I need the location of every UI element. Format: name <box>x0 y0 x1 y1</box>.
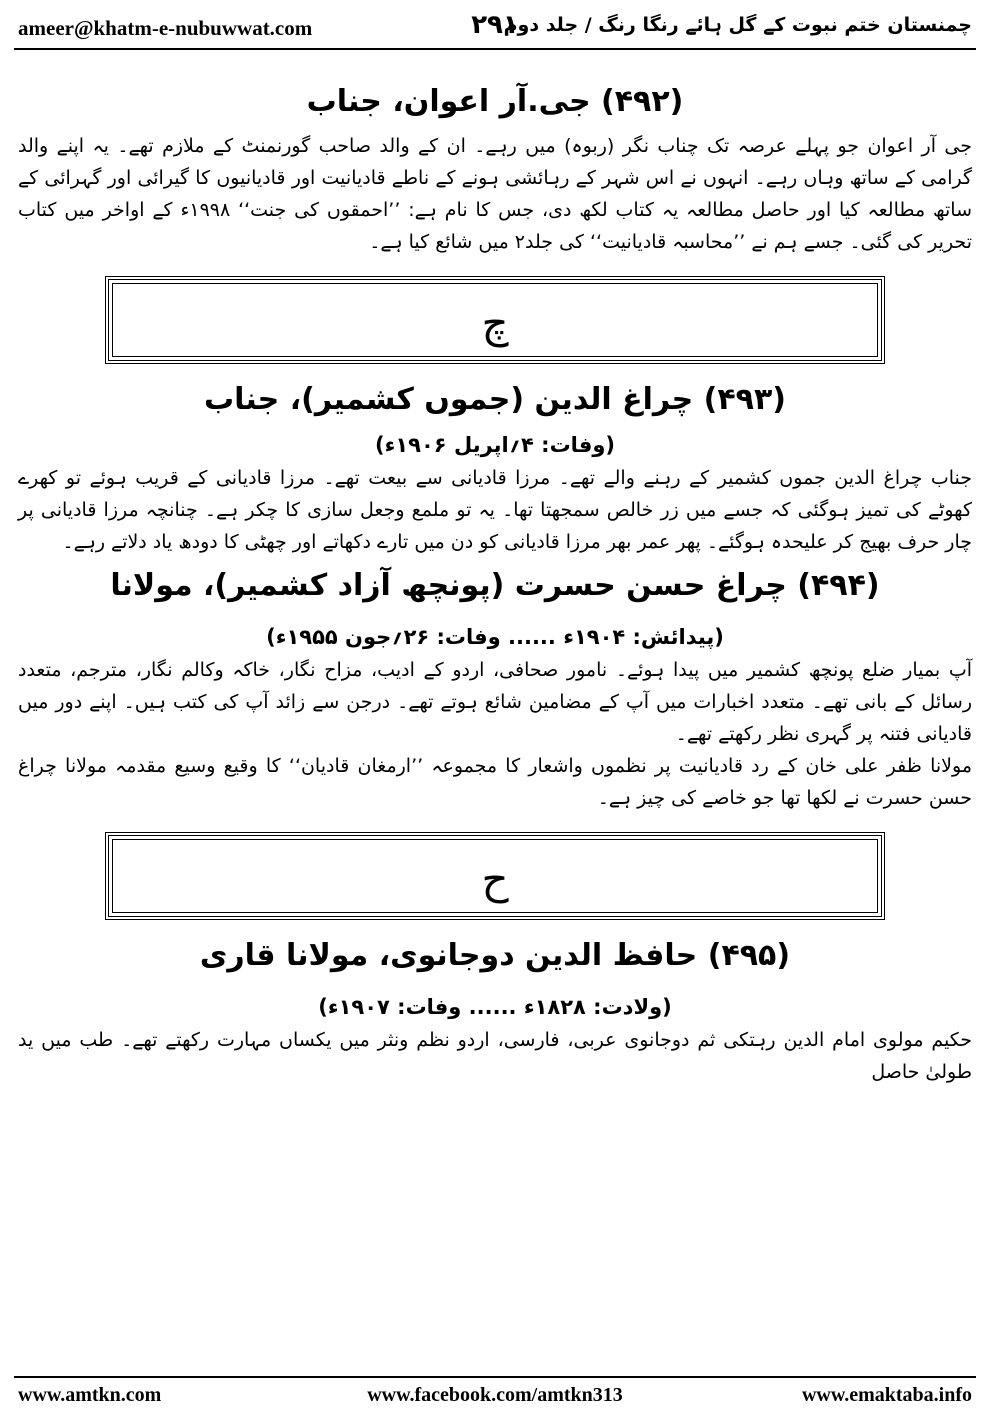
header-rule <box>14 48 976 50</box>
footer-link-facebook[interactable]: www.facebook.com/amtkn313 <box>367 1384 623 1406</box>
footer-link-emaktaba[interactable]: www.emaktaba.info <box>801 1384 972 1406</box>
letter-box-hay <box>105 832 885 920</box>
paragraph-494-2: مولانا ظفر علی خان کے رد قادیانیت پر نظموں واشعار کا مجموعہ ’’ارمغان قادیان‘‘ کا وقیع وسیع مقدمہ مولانا چراغ حسن حسرت نے لکھا تھا جو خاصے کی چیز ہے۔ <box>18 755 972 809</box>
paragraph-492: جی آر اعوان جو پہلے عرصہ تک چناب نگر (ربوہ) میں رہے۔ ان کے والد صاحب گورنمنٹ کے ملازم تھے۔ یہ اپنے والد گرامی کے ساتھ وہاں رہے۔ انہوں نے اس شہر کے رہائشی ہونے کے ناطے قادیانیت اور قادیانیوں کا گیرائی اور گہرائی کے ساتھ مطالعہ کیا اور حاصل مطالعہ یہ کتاب لکھ دی، جس کا نام ہے: ’’احمقوں کی جنت‘‘ ۱۹۹۸ء کے اواخر میں کتاب تحریر کی گئی۔ جسے ہم نے ’’محاسبہ قادیانیت‘‘ کی جلد۲ میں شائع کیا ہے۔ <box>18 135 972 253</box>
paragraph-494-1: آپ بمیار ضلع پونچھ کشمیر میں پیدا ہوئے۔ نامور صحافی، اردو کے ادیب، مزاح نگار، خاکہ وکالم نگار، مترجم، متعدد رسائل کے بانی تھے۔ متعدد اخبارات میں آپ کے مضامین شائع ہوتے تھے۔ درجن سے زائد آپ کی کتب ہیں۔ اپنے دور میں قادیانی فتنہ پر گہری نظر رکھتے تھے۔ <box>18 659 972 745</box>
heading-495: (۴۹۵) حافظ الدین دوجانوی، مولانا قاری <box>199 938 791 973</box>
page-content <box>18 80 972 1088</box>
dates-494: (پیدائش: ۱۹۰۴ء ...... وفات: ۲۶؍جون ۱۹۵۵ء) <box>266 625 724 649</box>
dates-493: (وفات: ۴؍اپریل ۱۹۰۶ء) <box>375 433 615 457</box>
paragraph-495: حکیم مولوی امام الدین رہتکی ثم دوجانوی عربی، فارسی، اردو نظم ونثر میں یکساں مہارت رکھتے تھے۔ طب میں ید طولیٰ حاصل <box>18 1029 972 1083</box>
page-number: ۲۹۱ <box>471 10 519 40</box>
paragraph-493: جناب چراغ الدین جموں کشمیر کے رہنے والے تھے۔ مرزا قادیانی سے بیعت تھے۔ مرزا قادیانی کے قریب ہوئے تو کھرے کھوٹے کی تمیز ہوگئی کہ جسے میں زر خالص سمجھتا تھا۔ یہ تو ملمع وجعل سازی کا چکر ہے۔ چنانچہ مرزا قادیانی پر چار حرف بھیج کر علیحدہ ہوگئے۔ پھر عمر بھر مرزا قادیانی کو دن میں تارے دکھاتے اور چھٹی کا دودھ یاد دلاتے رہے۔ <box>18 467 972 553</box>
heading-493: (۴۹۳) چراغ الدین (جموں کشمیر)، جناب <box>203 382 787 417</box>
heading-494: (۴۹۴) چراغ حسن حسرت (پونچھ آزاد کشمیر)، مولانا <box>110 568 880 603</box>
dates-495: (ولادت: ۱۸۲۸ء ...... وفات: ۱۹۰۷ء) <box>318 995 672 1019</box>
letter-hay: ح <box>481 854 509 903</box>
letter-che: چ <box>481 298 509 347</box>
heading-492: (۴۹۲) جی.آر اعوان، جناب <box>306 84 684 119</box>
header-email[interactable]: ameer@khatm-e-nubuwwat.com <box>18 16 313 40</box>
book-title: چمنستان ختم نبوت کے گل ہائے رنگا رنگ / جلد دوم <box>503 14 972 36</box>
footer-rule <box>14 1376 976 1378</box>
letter-box-che <box>105 276 885 364</box>
footer-link-amtkn[interactable]: www.amtkn.com <box>18 1384 162 1406</box>
page-footer <box>18 1384 972 1414</box>
page-header <box>14 10 976 50</box>
